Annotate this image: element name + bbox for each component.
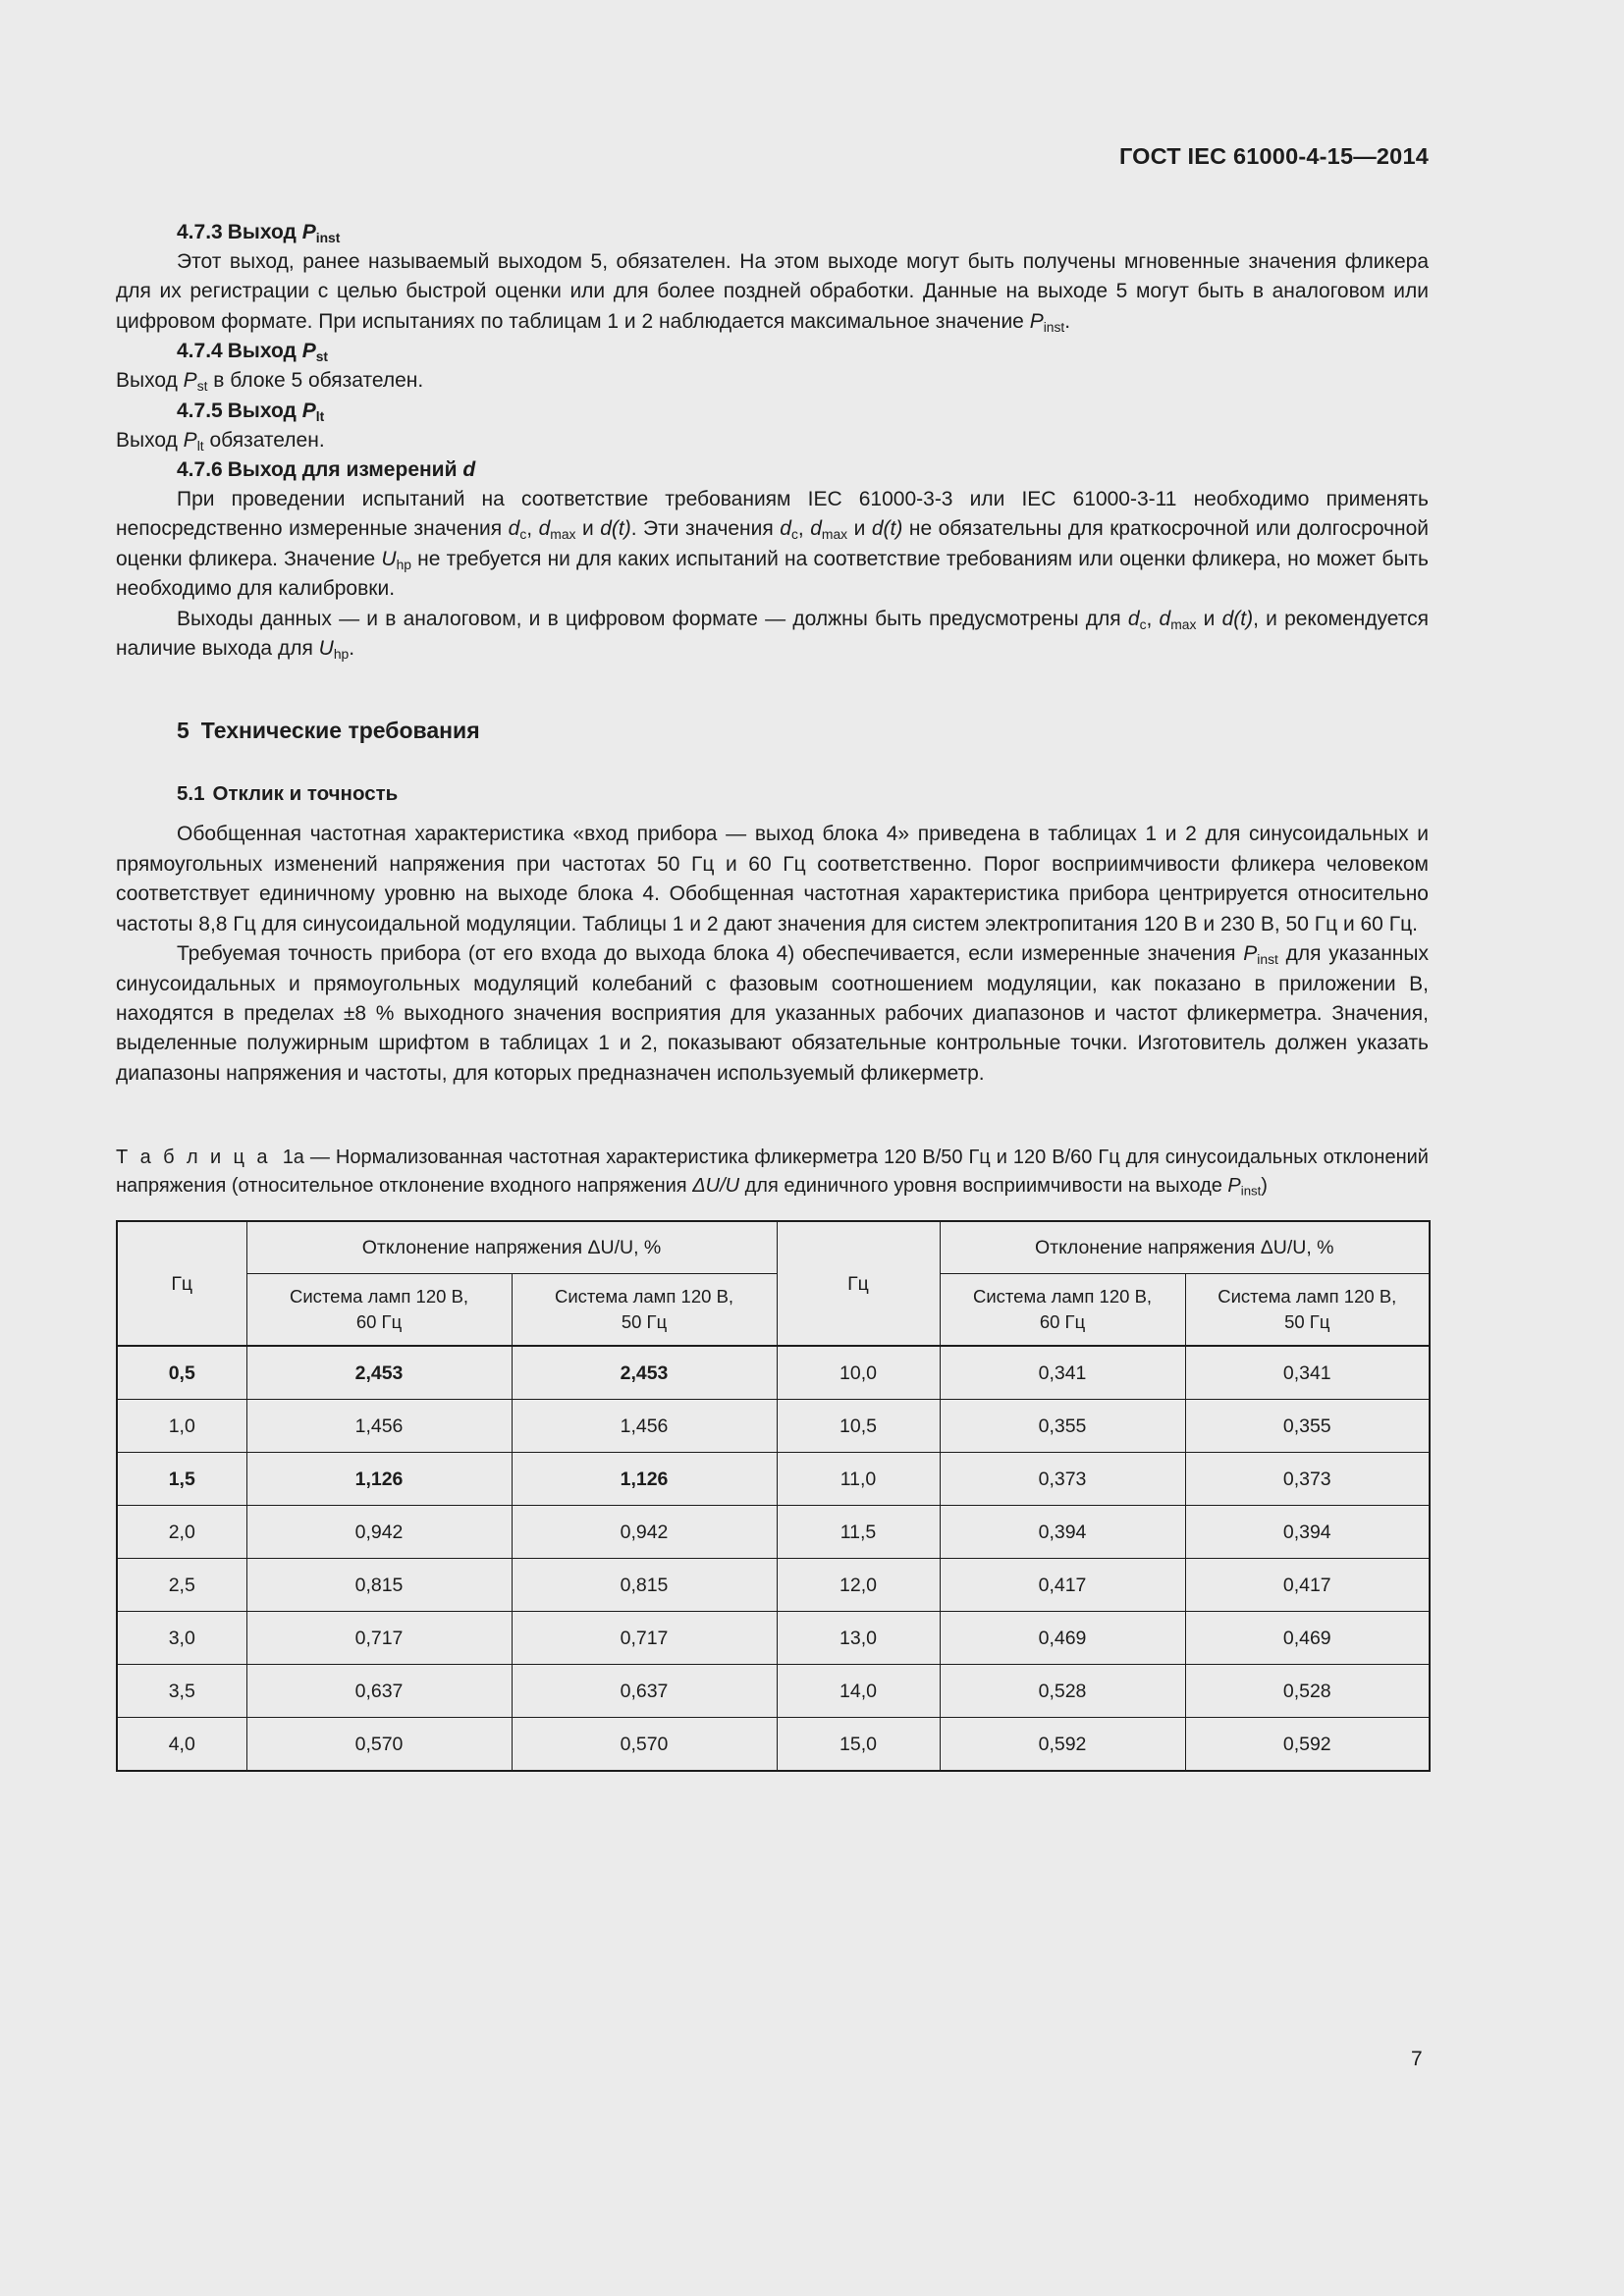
table-row xyxy=(117,1453,1430,1506)
cell-frequency-right: 10,5 xyxy=(777,1400,940,1453)
table-row xyxy=(117,1400,1430,1453)
table-row xyxy=(117,1346,1430,1400)
symbol-sub-lt: lt xyxy=(196,437,204,454)
document-body xyxy=(116,218,1429,1772)
symbol-sub-hp: hp xyxy=(396,556,411,572)
cell-frequency-left: 2,0 xyxy=(117,1506,246,1559)
symbol-sub-c: c xyxy=(519,526,527,543)
clause-title-text: Выход xyxy=(227,340,302,363)
page-number: 7 xyxy=(1411,2048,1423,2070)
symbol-d: d xyxy=(462,458,476,482)
header-span-left: Отклонение напряжения ΔU/U, % xyxy=(246,1221,777,1274)
header-sub-line2: 50 Гц xyxy=(621,1311,668,1333)
cell-value-left-60: 2,453 xyxy=(246,1346,512,1400)
cell-frequency-right: 15,0 xyxy=(777,1718,940,1772)
paragraph-text: Выход xyxy=(116,428,184,452)
cell-value-right-60: 0,373 xyxy=(940,1453,1185,1506)
paragraph-text: не обязательны для краткосрочной или долгосрочной оценки фликера. Значение xyxy=(116,517,1430,570)
paragraph-4-7-4 xyxy=(116,366,1429,396)
paragraph-5-1-first: Обобщенная частотная характеристика «вход прибора — выход блока 4» приведена в таблицах 1 и 2 для синусоидальных и прямоугольных изменений напряжения при частотах 50 Гц и 60 Гц соответственно. Порог восприимчивости фликера человеком соответствует единичному уровню на выходе блока 4. Обобщенная частотная характеристика прибора центрируется относительно частоты 8,8 Гц для синусоидальной модуляции. Таблицы 1 и 2 дают значения для систем электропитания 120 В и 230 В, 50 Гц и 60 Гц. xyxy=(116,823,1429,935)
paragraph-text: При проведении испытаний на соответствие требованиям IEC 61000-3-3 или IEC 61000-3-11 необходимо применять непосредственно измеренные значения xyxy=(116,488,1429,541)
cell-value-left-50: 0,815 xyxy=(512,1559,777,1612)
paragraph-text: Выходы данных — и в аналоговом, и в цифровом формате — должны быть предусмотрены для xyxy=(177,607,1128,630)
header-hz-right: Гц xyxy=(777,1221,940,1346)
cell-frequency-right: 11,5 xyxy=(777,1506,940,1559)
clause-number: 4.7.5 xyxy=(177,399,223,422)
header-sub-left-60 xyxy=(246,1274,512,1347)
symbol-d: d xyxy=(538,517,551,541)
cell-frequency-right: 10,0 xyxy=(777,1346,940,1400)
symbol-sub-inst: inst xyxy=(1043,318,1065,335)
symbol-sub-hp: hp xyxy=(333,645,350,662)
paragraph-text: , xyxy=(526,517,539,541)
header-sub-right-50 xyxy=(1185,1274,1430,1347)
caption-text: ) xyxy=(1261,1175,1268,1198)
cell-value-right-50: 0,341 xyxy=(1185,1346,1430,1400)
paragraph-text: для указанных синусоидальных и прямоугольных модуляций колебаний с фазовым соотношением модуляции, как показано в приложении B, находятся в пределах ±8 % выходного значения восприятия для указанных рабочих диапазонов и частот фликерметра. Значения, выделенные полужирным шрифтом в таблицах 1 и 2, показывают обязательные контрольные точки. Изготовитель должен указать диапазоны напряжения и частоты, для которых предназначен используемый фликерметр. xyxy=(116,942,1429,1085)
running-header: ГОСТ IEC 61000-4-15—2014 xyxy=(1118,143,1429,169)
cell-frequency-right: 11,0 xyxy=(777,1453,940,1506)
cell-frequency-left: 3,5 xyxy=(117,1665,246,1718)
section-heading-5 xyxy=(177,715,1429,746)
clause-title-text: Выход для измерений xyxy=(227,458,463,482)
symbol-sub-inst: inst xyxy=(315,229,341,245)
symbol-sub-max: max xyxy=(550,526,576,543)
symbol-d-of-t: d(t) xyxy=(871,517,903,541)
symbol-d: d xyxy=(1159,607,1171,630)
cell-frequency-left: 1,5 xyxy=(117,1453,246,1506)
paragraph-4-7-3: Этот выход, ранее называемый выходом 5, обязателен. На этом выходе могут быть получены мгновенные значения фликера для их регистрации с целью быстрой оценки или для более поздней обработки. Данные на выходе 5 могут быть в аналоговом или цифровом формате. При испытаниях по таблицам 1 и 2 наблюдается максимальное значение $P_{inst}$. xyxy=(116,250,1429,335)
cell-value-right-60: 0,469 xyxy=(940,1612,1185,1665)
header-sub-line2: 60 Гц xyxy=(355,1311,403,1333)
header-sub-line1: Система ламп 120 В, xyxy=(972,1286,1153,1308)
cell-value-right-60: 0,528 xyxy=(940,1665,1185,1718)
cell-value-right-50: 0,528 xyxy=(1185,1665,1430,1718)
cell-value-left-50: 1,126 xyxy=(512,1453,777,1506)
section-title: Технические требования xyxy=(200,718,480,744)
cell-value-right-60: 0,394 xyxy=(940,1506,1185,1559)
symbol-P: P xyxy=(1243,942,1258,966)
cell-value-left-50: 0,942 xyxy=(512,1506,777,1559)
header-sub-left-50 xyxy=(512,1274,777,1347)
symbol-sub-inst: inst xyxy=(1257,950,1278,967)
cell-value-left-50: 0,570 xyxy=(512,1718,777,1772)
symbol-sub-c: c xyxy=(1139,615,1147,632)
clause-heading-4-7-5 xyxy=(177,397,1429,426)
symbol-sub-inst: inst xyxy=(1240,1183,1262,1199)
subsection-heading-5-1 xyxy=(177,779,1429,809)
cell-frequency-left: 1,0 xyxy=(117,1400,246,1453)
symbol-P: P xyxy=(301,340,316,363)
paragraph-text: и xyxy=(847,517,872,541)
header-sub-line1: Система ламп 120 В, xyxy=(289,1286,469,1308)
header-sub-line1: Система ламп 120 В, xyxy=(1218,1286,1397,1308)
paragraph-4-7-6-first xyxy=(116,485,1429,605)
caption-text: для единичного уровня восприимчивости на выходе xyxy=(739,1175,1228,1198)
clause-heading-4-7-6 xyxy=(177,455,1429,485)
header-span-right: Отклонение напряжения ΔU/U, % xyxy=(940,1221,1430,1274)
cell-value-right-60: 0,592 xyxy=(940,1718,1185,1772)
clause-title-text: Выход xyxy=(227,399,302,422)
cell-value-right-50: 0,355 xyxy=(1185,1400,1430,1453)
paragraph-text: в блоке 5 обязателен. xyxy=(207,369,424,393)
paragraph-text: Выход xyxy=(116,369,184,393)
cell-value-right-50: 0,469 xyxy=(1185,1612,1430,1665)
symbol-P: P xyxy=(301,221,316,243)
paragraph-text: не требуется ни для каких испытаний на соответствие требованиям или оценки фликера, но может быть необходимо для калибровки. xyxy=(116,547,1429,601)
table-row xyxy=(117,1718,1430,1772)
symbol-sub-lt: lt xyxy=(315,407,325,424)
header-sub-line2: 50 Гц xyxy=(1284,1311,1330,1333)
cell-value-left-50: 1,456 xyxy=(512,1400,777,1453)
symbol-d: d xyxy=(508,517,520,541)
paragraph-text: и xyxy=(575,517,601,541)
cell-value-right-50: 0,373 xyxy=(1185,1453,1430,1506)
paragraph-text: Требуемая точность прибора (от его входа до выхода блока 4) обеспечивается, если измеренные значения xyxy=(177,942,1244,966)
cell-frequency-right: 12,0 xyxy=(777,1559,940,1612)
cell-value-left-50: 0,637 xyxy=(512,1665,777,1718)
table-row xyxy=(117,1559,1430,1612)
symbol-d: d xyxy=(1127,607,1140,630)
cell-value-left-60: 1,126 xyxy=(246,1453,512,1506)
cell-value-right-50: 0,417 xyxy=(1185,1559,1430,1612)
symbol-P: P xyxy=(183,428,197,452)
table-caption xyxy=(116,1144,1429,1201)
paragraph-text: обязателен. xyxy=(203,428,325,452)
cell-value-left-60: 0,717 xyxy=(246,1612,512,1665)
header-sub-line2: 60 Гц xyxy=(1039,1311,1086,1333)
symbol-sub-st: st xyxy=(196,378,208,395)
paragraph-text: , xyxy=(797,517,811,541)
symbol-U: U xyxy=(381,547,397,570)
paragraph-4-7-5 xyxy=(116,426,1429,455)
clause-heading-4-7-4 xyxy=(177,337,1429,366)
table-header-row-bottom xyxy=(117,1274,1430,1347)
cell-value-right-60: 0,341 xyxy=(940,1346,1185,1400)
symbol-d-of-t: d(t) xyxy=(1221,607,1254,630)
cell-frequency-right: 13,0 xyxy=(777,1612,940,1665)
header-sub-line1: Система ламп 120 В, xyxy=(554,1286,734,1308)
symbol-U: U xyxy=(318,637,334,661)
formula-delta-u-over-u: ΔU/U xyxy=(692,1175,740,1198)
cell-value-left-50: 0,717 xyxy=(512,1612,777,1665)
section-number: 5 xyxy=(177,718,189,744)
symbol-d: d xyxy=(810,517,822,541)
symbol-P: P xyxy=(301,399,316,422)
symbol-P: P xyxy=(1029,309,1044,333)
paragraph-text: и xyxy=(1196,607,1222,630)
cell-value-left-60: 0,815 xyxy=(246,1559,512,1612)
caption-dash: — xyxy=(303,1147,336,1169)
cell-value-right-50: 0,592 xyxy=(1185,1718,1430,1772)
clause-number: 4.7.4 xyxy=(177,340,223,363)
cell-value-right-60: 0,417 xyxy=(940,1559,1185,1612)
table-1a xyxy=(116,1220,1431,1772)
cell-frequency-left: 2,5 xyxy=(117,1559,246,1612)
cell-frequency-right: 14,0 xyxy=(777,1665,940,1718)
paragraph-text: , и рекомендуется наличие выхода для xyxy=(116,607,1429,661)
symbol-P: P xyxy=(183,369,197,393)
cell-value-left-50: 2,453 xyxy=(512,1346,777,1400)
symbol-sub-c: c xyxy=(790,526,798,543)
table-row xyxy=(117,1665,1430,1718)
cell-frequency-left: 3,0 xyxy=(117,1612,246,1665)
header-hz-left: Гц xyxy=(117,1221,246,1346)
cell-value-left-60: 0,942 xyxy=(246,1506,512,1559)
cell-value-right-60: 0,355 xyxy=(940,1400,1185,1453)
cell-value-left-60: 0,637 xyxy=(246,1665,512,1718)
cell-frequency-left: 0,5 xyxy=(117,1346,246,1400)
table-header-row-top xyxy=(117,1221,1430,1274)
clause-title-text: Выход xyxy=(227,221,302,243)
subsection-number: 5.1 xyxy=(177,782,205,806)
paragraph-text: . xyxy=(349,637,355,661)
paragraph-4-7-6-second xyxy=(116,605,1429,665)
symbol-d: d xyxy=(780,517,791,541)
symbol-sub-max: max xyxy=(1170,615,1197,632)
table-row xyxy=(117,1612,1430,1665)
paragraph-5-1-second xyxy=(116,939,1429,1089)
table-row xyxy=(117,1506,1430,1559)
table-label: Т а б л и ц а xyxy=(116,1147,271,1169)
clause-number: 4.7.6 xyxy=(177,458,223,482)
paragraph-text: Этот выход, ранее называемый выходом 5, обязателен. На этом выходе могут быть получены мгновенные значения фликера для их регистрации с целью быстрой оценки или для более поздней обработки. Данные на выходе 5 могут быть в аналоговом или цифровом формате. При испытаниях по таблицам 1 и 2 наблюдается максимальное значение xyxy=(116,250,1429,333)
paragraph-text: . Эти значения xyxy=(630,517,781,541)
symbol-P: P xyxy=(1227,1175,1241,1198)
subsection-title: Отклик и точность xyxy=(212,782,399,806)
caption-text: Нормализованная частотная характеристика фликерметра 120 В/50 Гц и 120 В/60 Гц для синусоидальных отклонений напряжения (относительное отклонение входного напряжения xyxy=(116,1147,1429,1198)
symbol-d-of-t: d(t) xyxy=(600,517,631,541)
table-number: 1а xyxy=(282,1147,304,1169)
symbol-sub-max: max xyxy=(821,526,848,543)
clause-heading-4-7-3 xyxy=(177,218,1429,247)
paragraph-text: , xyxy=(1146,607,1160,630)
cell-value-right-50: 0,394 xyxy=(1185,1506,1430,1559)
cell-frequency-left: 4,0 xyxy=(117,1718,246,1772)
cell-value-left-60: 1,456 xyxy=(246,1400,512,1453)
cell-value-left-60: 0,570 xyxy=(246,1718,512,1772)
header-sub-right-60 xyxy=(940,1274,1185,1347)
symbol-sub-st: st xyxy=(315,348,329,365)
clause-number: 4.7.3 xyxy=(177,221,223,243)
